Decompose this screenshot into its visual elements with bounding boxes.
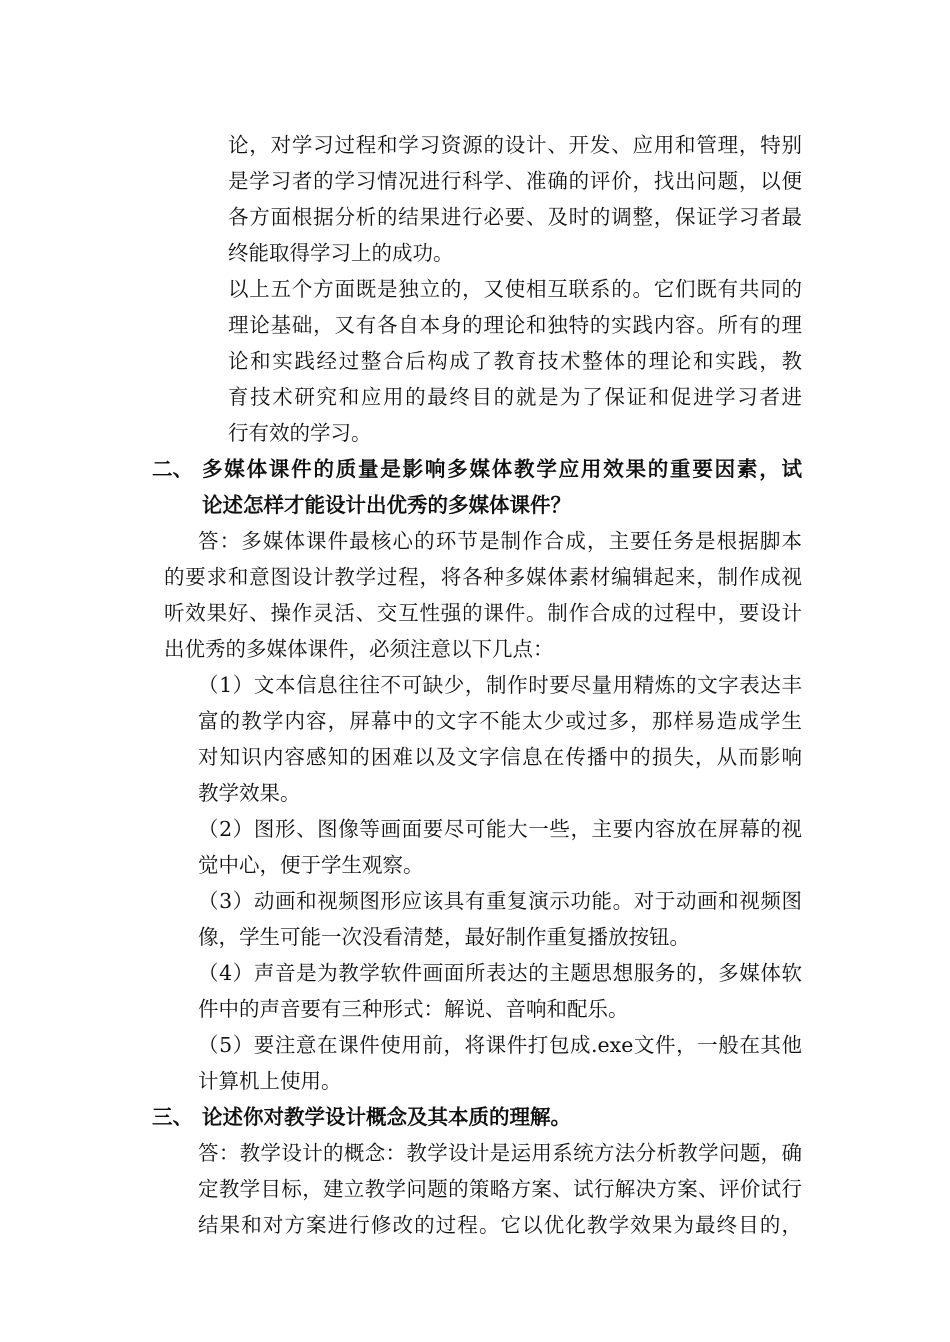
paragraph-line: 理论基础，又有各自本身的理论和独特的实践内容。所有的理 bbox=[228, 313, 802, 337]
question-title: 论述怎样才能设计出优秀的多媒体课件？ bbox=[202, 493, 571, 517]
paragraph-line: 育技术研究和应用的最终目的就是为了保证和促进学习者进 bbox=[228, 385, 802, 409]
list-item-line: 对知识内容感知的困难以及文字信息在传播中的损失，从而影响 bbox=[198, 745, 802, 769]
answer-line: 听效果好、操作灵活、交互性强的课件。制作合成的过程中，要设计 bbox=[164, 601, 802, 625]
list-item-line: 富的教学内容，屏幕中的文字不能太少或过多，那样易造成学生 bbox=[198, 709, 802, 733]
list-item-line: （3）动画和视频图形应该具有重复演示功能。对于动画和视频图 bbox=[198, 889, 802, 913]
list-item-line: （2）图形、图像等画面要尽可能大一些，主要内容放在屏幕的视 bbox=[198, 817, 802, 841]
paragraph-line: 是学习者的学习情况进行科学、准确的评价，找出问题，以便 bbox=[228, 169, 802, 193]
answer-line: 答：多媒体课件最核心的环节是制作合成，主要任务是根据脚本 bbox=[198, 529, 802, 553]
paragraph-line: 各方面根据分析的结果进行必要、及时的调整，保证学习者最 bbox=[228, 205, 802, 229]
answer-line: 答：教学设计的概念：教学设计是运用系统方法分析教学问题，确 bbox=[198, 1141, 802, 1165]
list-item-line: 件中的声音要有三种形式：解说、音响和配乐。 bbox=[198, 997, 629, 1021]
paragraph-line: 以上五个方面既是独立的，又使相互联系的。它们既有共同的 bbox=[228, 277, 802, 301]
answer-line: 结果和对方案进行修改的过程。它以优化教学效果为最终目的， bbox=[198, 1213, 802, 1237]
question-number: 二、 bbox=[152, 457, 193, 481]
list-item-line: 计算机上使用。 bbox=[198, 1069, 342, 1093]
question-title: 多媒体课件的质量是影响多媒体教学应用效果的重要因素，试 bbox=[202, 457, 802, 481]
question-title: 论述你对教学设计概念及其本质的理解。 bbox=[202, 1105, 571, 1129]
list-item-line: 像，学生可能一次没看清楚，最好制作重复播放按钮。 bbox=[198, 925, 690, 949]
list-item-line: 觉中心，便于学生观察。 bbox=[198, 853, 424, 877]
paragraph-line: 论和实践经过整合后构成了教育技术整体的理论和实践，教 bbox=[228, 349, 802, 373]
paragraph-line: 终能取得学习上的成功。 bbox=[228, 241, 454, 265]
answer-line: 出优秀的多媒体课件，必须注意以下几点： bbox=[164, 637, 554, 661]
list-item-line: 教学效果。 bbox=[198, 781, 301, 805]
paragraph-line: 论，对学习过程和学习资源的设计、开发、应用和管理，特别 bbox=[228, 133, 802, 157]
answer-line: 的要求和意图设计教学过程，将各种多媒体素材编辑起来，制作成视 bbox=[164, 565, 802, 589]
list-item-line: （1）文本信息往往不可缺少，制作时要尽量用精炼的文字表达丰 bbox=[198, 673, 802, 697]
answer-line: 定教学目标，建立教学问题的策略方案、试行解决方案、评价试行 bbox=[198, 1177, 802, 1201]
list-item-line: （5）要注意在课件使用前，将课件打包成.exe文件，一般在其他 bbox=[198, 1033, 802, 1057]
list-item-line: （4）声音是为教学软件画面所表达的主题思想服务的，多媒体软 bbox=[198, 961, 802, 985]
question-number: 三、 bbox=[152, 1105, 193, 1129]
paragraph-line: 行有效的学习。 bbox=[228, 421, 372, 445]
